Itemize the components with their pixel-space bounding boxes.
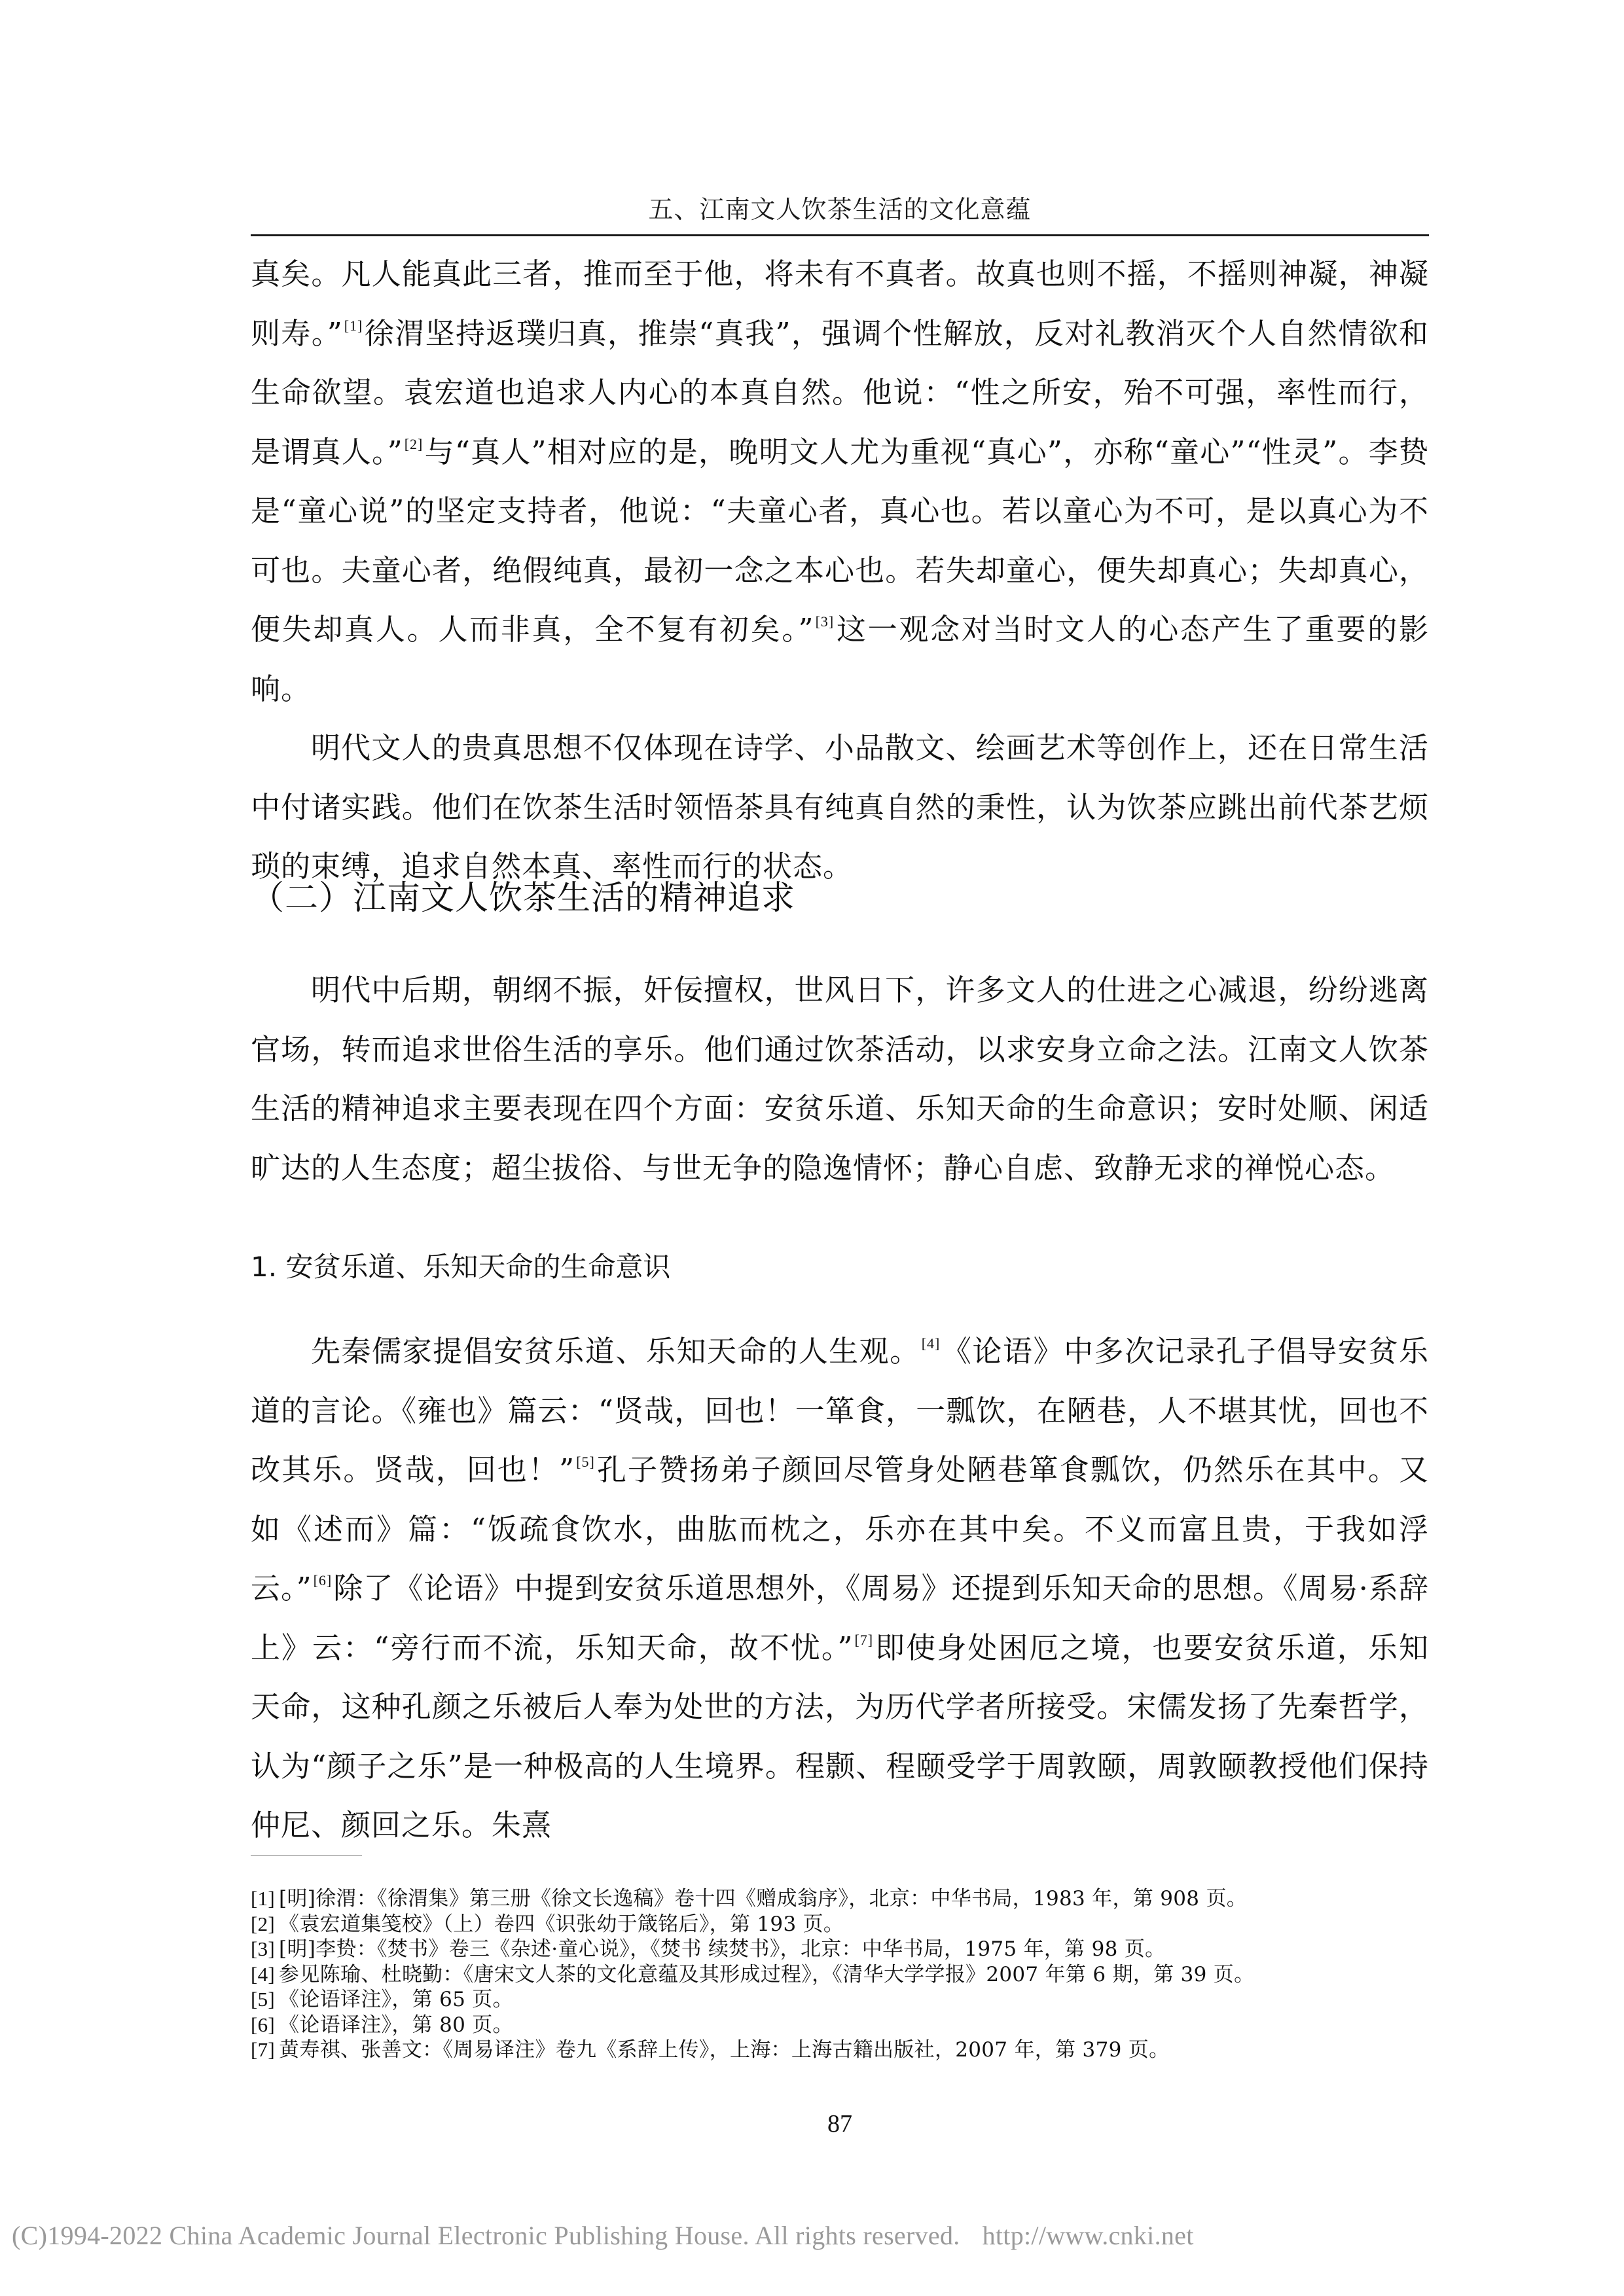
copyright-url: http://www.cnki.net <box>982 2221 1194 2250</box>
body-block-3 <box>251 1322 1429 1856</box>
subsection-heading: 1. 安贫乐道、乐知天命的生命意识 <box>251 1251 671 1283</box>
footnote-item <box>251 1886 1429 1912</box>
footnote-number: [7] <box>251 2038 276 2061</box>
footnote-number: [3] <box>251 1937 276 1960</box>
footnote-text: 参见陈瑜、杜晓勤：《唐宋文人茶的文化意蕴及其形成过程》，《清华大学学报》2007 年第 6 期，第 39 页。 <box>279 1962 1255 1986</box>
paragraph-text: 先秦儒家提倡安贫乐道、乐知天命的人生观。 <box>311 1334 920 1369</box>
footnote-reference[interactable]: [2] <box>404 435 424 452</box>
footnote-number: [6] <box>251 2013 276 2036</box>
footnote-text: [明]李贽：《焚书》卷三《杂述·童心说》，《焚书 续焚书》，北京：中华书局，1975 年，第 98 页。 <box>279 1937 1166 1961</box>
footnote-reference[interactable]: [6] <box>313 1572 333 1588</box>
footnote-reference[interactable]: [4] <box>921 1335 941 1352</box>
page-number: 87 <box>827 2110 852 2138</box>
paragraph <box>251 961 1429 1198</box>
body-block-2 <box>251 961 1429 1198</box>
paragraph-text: 与“真人”相对应的是，晚明文人尤为重视“真心”，亦称“童心”“性灵”。李贽是“童心说”的坚定支持者，他说：“夫童心者，真心也。若以童心为不可，是以真心为不可也。夫童心者，绝假纯真，最初一念之本心也。若失却童心，便失却真心；失却真心，便失却真人。人而非真，全不复有初矣。” <box>251 434 1429 647</box>
footnote-reference[interactable]: [7] <box>854 1631 874 1648</box>
paragraph-text: 除了《论语》中提到安贫乐道思想外，《周易》还提到乐知天命的思想。《周易·系辞上》云：“旁行而不流，乐知天命，故不忧。” <box>251 1571 1429 1665</box>
footnote-text: 《论语译注》，第 65 页。 <box>279 1988 513 2011</box>
paragraph-text: 这一观念对当时文人的心态产生了重要的影响。 <box>251 612 1429 706</box>
footnotes-list <box>251 1886 1429 2063</box>
paragraph-text: 明代文人的贵真思想不仅体现在诗学、小品散文、绘画艺术等创作上，还在日常生活中付诸实践。他们在饮茶生活时领悟茶具有纯真自然的秉性，认为饮茶应跳出前代茶艺烦琐的束缚，追求自然本真、率性而行的状态。 <box>251 730 1429 884</box>
footnote-number: [4] <box>251 1962 276 1986</box>
footnote-divider <box>251 1855 362 1856</box>
paragraph-text: 明代中后期，朝纲不振，奸佞擅权，世风日下，许多文人的仕进之心减退，纷纷逃离官场，转而追求世俗生活的享乐。他们通过饮茶活动，以求安身立命之法。江南文人饮茶生活的精神追求主要表现在四个方面：安贫乐道、乐知天命的生命意识；安时处顺、闲适旷达的人生态度；超尘拔俗、与世无争的隐逸情怀；静心自虑、致静无求的禅悦心态。 <box>251 973 1429 1185</box>
body-block-1 <box>251 245 1429 897</box>
footnote-item <box>251 1987 1429 2013</box>
paragraph <box>251 245 1429 719</box>
footnote-number: [1] <box>251 1887 276 1910</box>
running-header: 五、江南文人饮茶生活的文化意蕴 <box>648 195 1032 224</box>
paragraph-text: 孔子赞扬弟子颜回尽管身处陋巷箪食瓢饮，仍然乐在其中。又如《述而》篇：“饭疏食饮水，曲肱而枕之，乐亦在其中矣。不义而富且贵，于我如浮云。” <box>251 1452 1429 1605</box>
paragraph-text: 《论语》中多次记录孔子倡导安贫乐道的言论。《雍也》篇云：“贤哉，回也！一箪食，一瓢饮，在陋巷，人不堪其忧，回也不改其乐。贤哉，回也！” <box>251 1334 1429 1487</box>
copyright-watermark <box>12 2220 1194 2251</box>
footnote-item <box>251 1962 1429 1988</box>
footnote-text: 《论语译注》，第 80 页。 <box>279 2013 513 2037</box>
footnote-text: [明]徐渭：《徐渭集》第三册《徐文长逸稿》卷十四《赠成翁序》，北京：中华书局，1983 年，第 908 页。 <box>279 1887 1248 1910</box>
paragraph-text: 即使身处困厄之境，也要安贫乐道，乐知天命，这种孔颜之乐被后人奉为处世的方法，为历代学者所接受。宋儒发扬了先秦哲学，认为“颜子之乐”是一种极高的人生境界。程颢、程颐受学于周敦颐，周敦颐教授他们保持仲尼、颜回之乐。朱熹 <box>251 1630 1429 1842</box>
footnote-text: 黄寿祺、张善文：《周易译注》卷九《系辞上传》，上海：上海古籍出版社，2007 年，第 379 页。 <box>279 2038 1170 2062</box>
paragraph <box>251 719 1429 897</box>
footnote-text: 《袁宏道集笺校》（上）卷四《识张幼于箴铭后》，第 193 页。 <box>279 1912 844 1936</box>
footnote-item <box>251 2037 1429 2063</box>
footnote-item <box>251 1912 1429 1937</box>
footnote-number: [2] <box>251 1912 276 1935</box>
header-rule <box>251 234 1429 236</box>
paragraph <box>251 1322 1429 1856</box>
footnote-reference[interactable]: [3] <box>815 613 835 630</box>
paragraph-text: 徐渭坚持返璞归真，推崇“真我”，强调个性解放，反对礼教消灭个人自然情欲和生命欲望。袁宏道也追求人内心的本真自然。他说：“性之所安，殆不可强，率性而行，是谓真人。” <box>251 315 1430 469</box>
footnote-reference[interactable]: [1] <box>344 317 363 334</box>
footnote-number: [5] <box>251 1988 276 2011</box>
section-heading: （二）江南文人饮茶生活的精神追求 <box>251 879 796 918</box>
footnote-item <box>251 2013 1429 2038</box>
paragraph-text: 真矣。凡人能真此三者，推而至于他，将未有不真者。故真也则不摇，不摇则神凝，神凝则寿。” <box>251 257 1429 351</box>
footnote-item <box>251 1937 1429 1962</box>
footnote-reference[interactable]: [5] <box>576 1454 595 1470</box>
copyright-notice: (C)1994-2022 China Academic Journal Electronic Publishing House. All rights reserved. <box>12 2221 960 2250</box>
